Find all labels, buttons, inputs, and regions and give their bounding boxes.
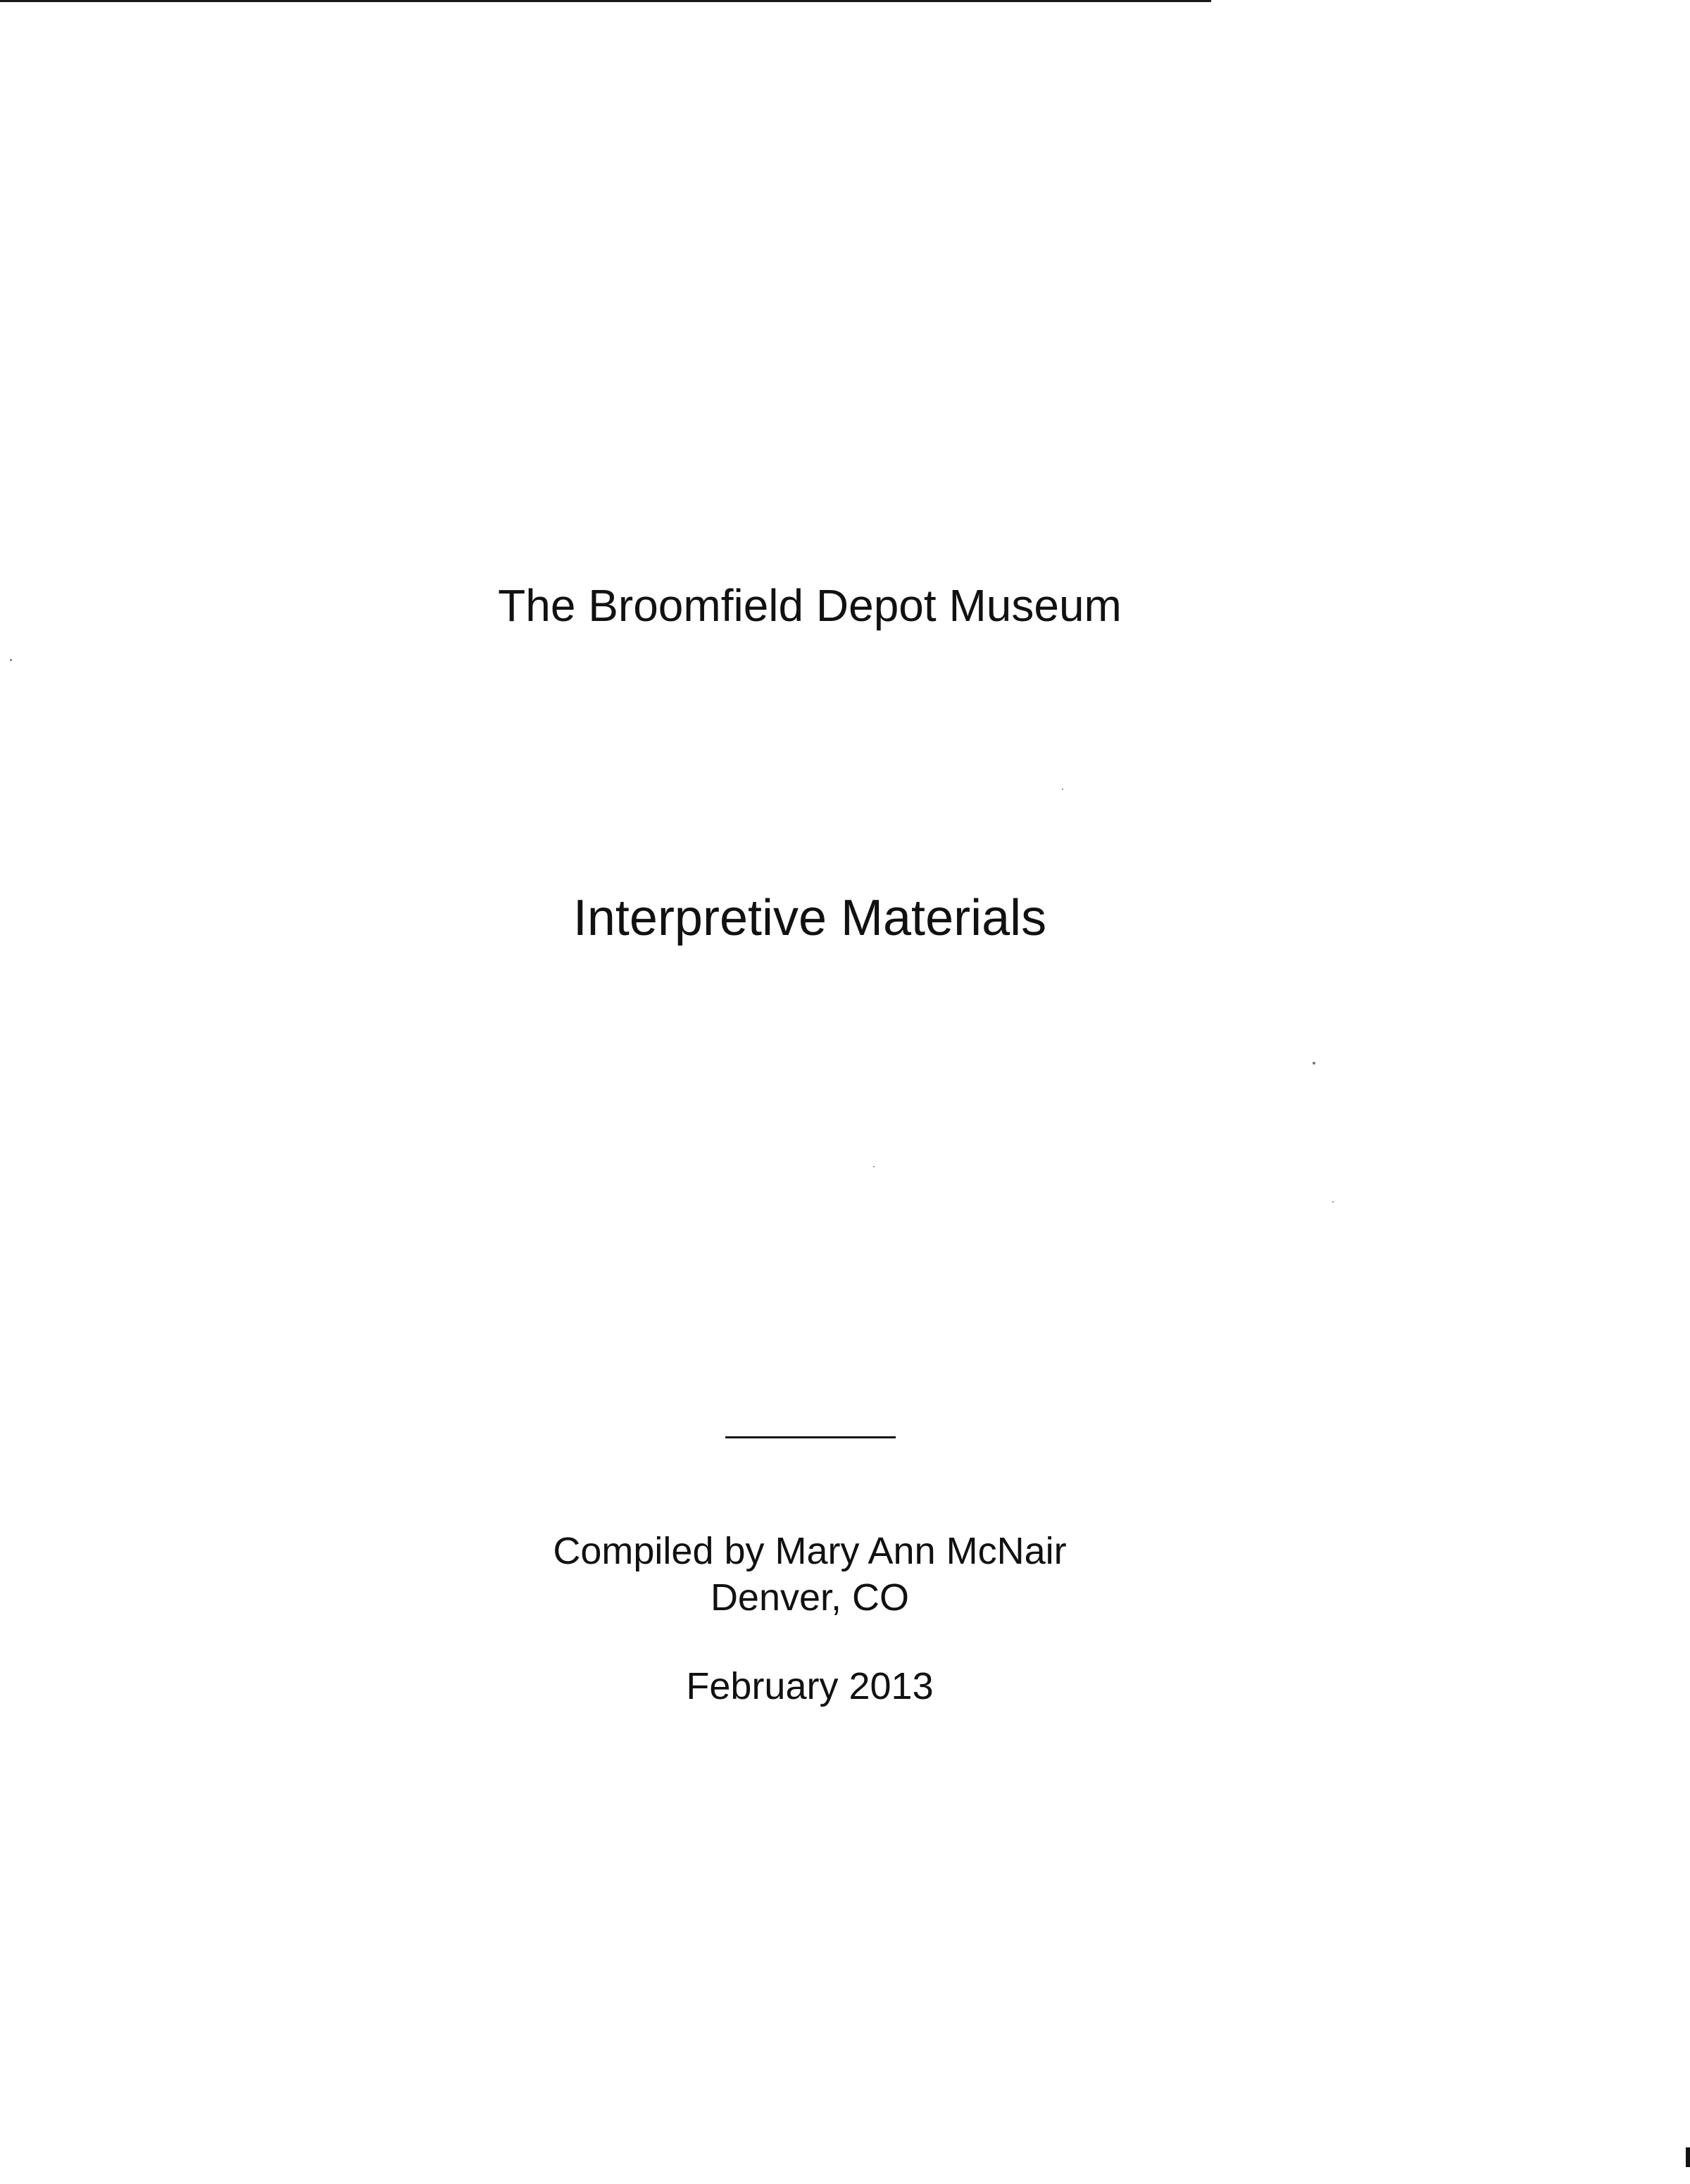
date-line: February 2013 xyxy=(686,1665,934,1707)
document-subtitle: Interpretive Materials xyxy=(572,890,1047,946)
scan-corner-mark xyxy=(1686,2147,1690,2167)
scan-speck xyxy=(873,1166,875,1167)
scan-speck xyxy=(1332,1201,1334,1203)
document-title: The Broomfield Depot Museum xyxy=(498,580,1122,631)
scan-speck xyxy=(1313,1062,1315,1065)
scan-speck xyxy=(1062,789,1063,790)
location-line: Denver, CO xyxy=(710,1576,910,1619)
scan-top-rule xyxy=(0,0,1211,2)
divider-line xyxy=(725,1436,896,1438)
scan-speck xyxy=(10,659,12,661)
compiled-by-line: Compiled by Mary Ann McNair xyxy=(553,1530,1067,1572)
